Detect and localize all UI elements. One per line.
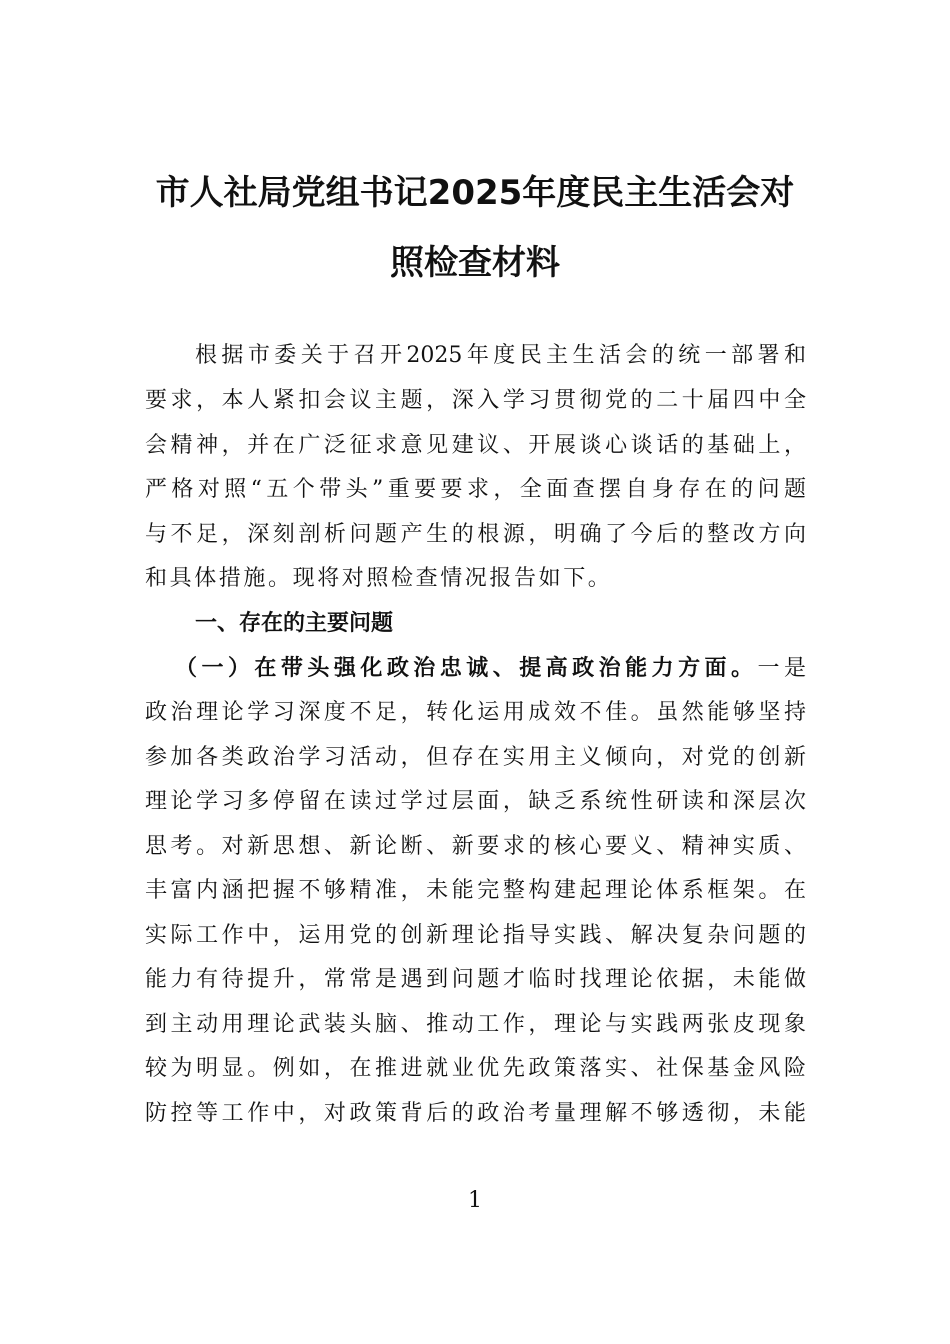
- subsection-heading: （一）在带头强化政治忠诚、提高政治能力方面。: [175, 655, 758, 681]
- intro-line: 会精神，并在广泛征求意见建议、开展谈心谈话的基础上，: [145, 433, 806, 458]
- body-line: 防控等工作中，对政策背后的政治考量理解不够透彻，未能: [145, 1101, 806, 1126]
- body-line: 思考。对新思想、新论断、新要求的核心要义、精神实质、: [145, 834, 806, 859]
- subsection-first-line-rest: 一是: [757, 656, 806, 681]
- section-heading: 一、存在的主要问题: [195, 611, 394, 636]
- intro-line: 与不足，深刻剖析问题产生的根源，明确了今后的整改方向: [145, 522, 806, 547]
- intro-line: 和具体措施。现将对照检查情况报告如下。: [145, 566, 613, 591]
- document-title-line-2: 照检查材料: [390, 243, 560, 283]
- body-line: 政治理论学习深度不足，转化运用成效不佳。虽然能够坚持: [145, 700, 806, 725]
- intro-line: 严格对照“五个带头”重要要求，全面查摆自身存在的问题: [145, 477, 806, 502]
- document-title-line-1: 市人社局党组书记2025年度民主生活会对: [155, 173, 795, 213]
- subsection-first-line: [175, 653, 806, 684]
- body-line: 能力有待提升，常常是遇到问题才临时找理论依据，未能做: [145, 967, 806, 992]
- body-line: 丰富内涵把握不够精准，未能完整构建起理论体系框架。在: [145, 878, 806, 903]
- intro-line: 根据市委关于召开2025年度民主生活会的统一部署和: [195, 343, 806, 368]
- page-number: 1: [468, 1188, 482, 1213]
- intro-line: 要求，本人紧扣会议主题，深入学习贯彻党的二十届四中全: [145, 388, 806, 413]
- body-line: 到主动用理论武装头脑、推动工作，理论与实践两张皮现象: [145, 1012, 806, 1037]
- body-line: 较为明显。例如，在推进就业优先政策落实、社保基金风险: [145, 1056, 806, 1081]
- body-line: 实际工作中，运用党的创新理论指导实践、解决复杂问题的: [145, 923, 806, 948]
- body-line: 参加各类政治学习活动，但存在实用主义倾向，对党的创新: [145, 745, 806, 770]
- body-line: 理论学习多停留在读过学过层面，缺乏系统性研读和深层次: [145, 789, 806, 814]
